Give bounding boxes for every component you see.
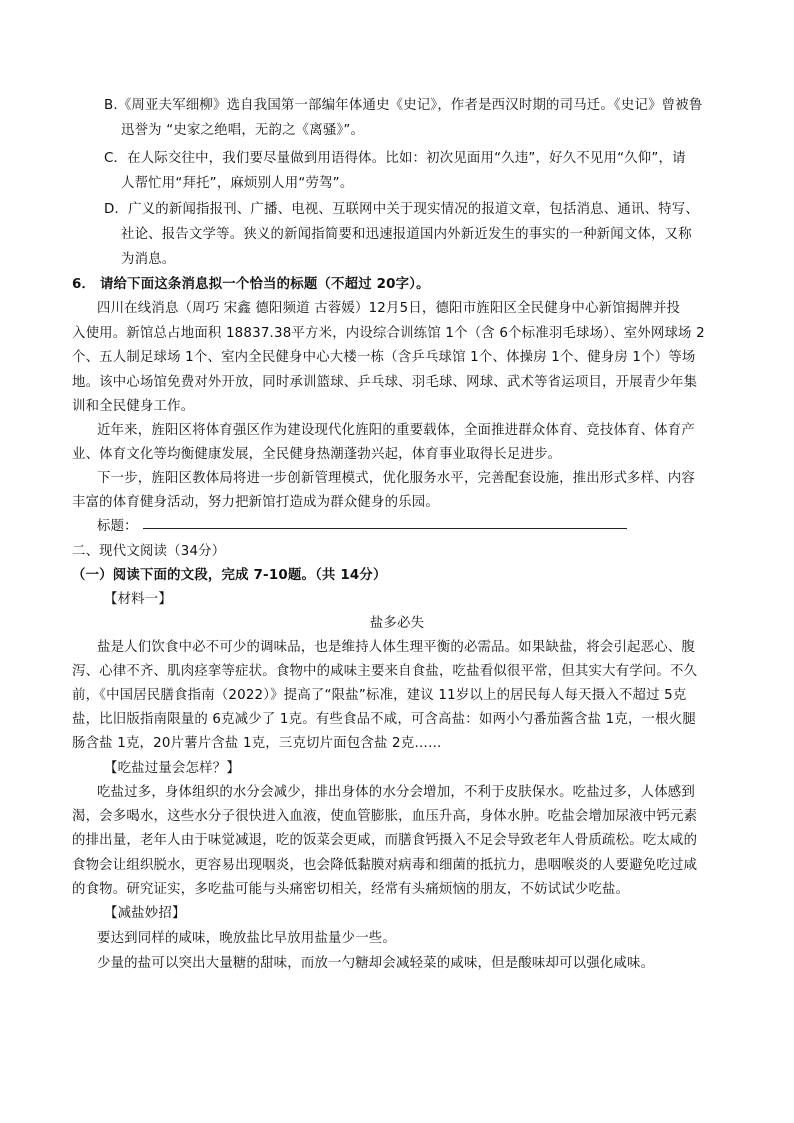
option-b-line-2: 迅誉为 “史家之绝唱，无韵之《离骚》”。	[121, 123, 365, 138]
article-para-1-line-1: 盐是人们饮食中必不可少的调味品，也是维持人体生理平衡的必需品。如果缺盐，将会引起恶心、腹	[97, 640, 695, 655]
news-para-1-line-1: 四川在线消息（周巧 宋鑫 德阳频道 古蓉媛）12月5日，德阳市旌阳区全民健身中心新馆揭牌并投	[97, 301, 681, 316]
option-c-line-1: C．在人际交往中，我们要尽量做到用语得体。比如：初次见面用“久违”，好久不见用“久仰”，请	[104, 151, 686, 166]
material-1-label: 【材料一】	[104, 592, 172, 607]
article-para-1-line-5: 肠含盐 1克，20片薯片含盐 1克，三克切片面包含盐 2克……	[72, 736, 442, 751]
news-para-1-line-5: 训和全民健身工作。	[72, 399, 195, 414]
article-para-1-line-2: 泻、心律不齐、肌肉痉挛等症状。食物中的咸味主要来自食盐，吃盐看似很平常，但其实大有学问。不久	[72, 664, 698, 679]
reading-instruction: （一）阅读下面的文段，完成 7-10题。（共 14分）	[72, 568, 387, 583]
news-para-1-line-3: 个、五人制足球场 1个、室内全民健身中心大楼一栋（含乒乓球馆 1个、体操房 1个、健身房 1个）等场	[72, 350, 696, 365]
article-para-2-line-1: 吃盐过多，身体组织的水分会减少，排出身体的水分会增加，不利于皮肤保水。吃盐过多，人体感到	[97, 785, 695, 800]
news-para-3-line-1: 下一步，旌阳区教体局将进一步创新管理模式，优化服务水平，完善配套设施，推出形式多样、内容	[97, 471, 695, 486]
option-c-line-2: 人帮忙用“拜托”，麻烦别人用“劳驾”。	[121, 176, 354, 191]
subheading-excess-salt: 【吃盐过量会怎样？】	[104, 761, 240, 776]
article-title: 盐多必失	[369, 616, 425, 631]
option-b-line-1: B.《周亚夫军细柳》选自我国第一部编年体通史《史记》，作者是西汉时期的司马迁。《史记》曾被鲁	[104, 98, 703, 113]
subheading-salt-tips: 【减盐妙招】	[104, 906, 186, 921]
news-para-3-line-2: 丰富的体育健身活动，努力把新馆打造成为群众健身的乐园。	[72, 495, 439, 510]
tip-2: 少量的盐可以突出大量糖的甜味，而放一勺糖却会减轻菜的咸味，但是酸味却可以强化咸味。	[97, 956, 655, 971]
section-2-heading: 二、现代文阅读（34分）	[72, 544, 226, 559]
article-para-2-line-2: 渴，会多喝水，这些水分子很快进入血液，使血管膨胀，血压升高，身体水肿。吃盐会增加尿液中钙元素	[72, 809, 698, 824]
news-para-1-line-4: 地。该中心场馆免费对外开放，同时承训篮球、乒乓球、羽毛球、网球、武术等省运项目，开展青少年集	[72, 375, 698, 390]
news-para-2-line-2: 业、体育文化等均衡健康发展，全民健身热潮蓬勃兴起，体育事业取得长足进步。	[72, 447, 562, 462]
article-para-2-line-3: 的排出量，老年人由于味觉减退，吃的饭菜会更咸，而膳食钙摄入不足会导致老年人骨质疏松。吃太咸的	[72, 833, 698, 848]
option-d-line-1: D．广义的新闻指报刊、广播、电视、互联网中关于现实情况的报道文章，包括消息、通讯、特写、	[104, 202, 699, 217]
question-6-heading: 6． 请给下面这条消息拟一个恰当的标题（不超过 20字）。	[72, 277, 430, 292]
news-para-1-line-2: 入使用。新馆总占地面积 18837.38平方米，内设综合训练馆 1个（含 6个标准羽毛球场）、室外网球场 2	[72, 326, 705, 341]
news-para-2-line-1: 近年来，旌阳区将体育强区作为建设现代化旌阳的重要载体，全面推进群众体育、竞技体育、体育产	[97, 423, 695, 438]
article-para-2-line-5: 的食物。研究证实，多吃盐可能与头痛密切相关，经常有头痛烦恼的朋友，不妨试试少吃盐。	[72, 882, 630, 897]
article-para-1-line-3: 前，《中国居民膳食指南（2022）》提高了“限盐”标准，建议 11岁以上的居民每人每天摄入不超过 5克	[72, 688, 687, 703]
title-answer-blank[interactable]	[143, 528, 627, 529]
article-para-2-line-4: 食物会让组织脱水，更容易出现咽炎，也会降低黏膜对病毒和细菌的抵抗力，患咽喉炎的人要避免吃过咸	[72, 858, 698, 873]
option-d-line-2: 社论、报告文学等。狭义的新闻指简要和迅速报道国内外新近发生的事实的一种新闻文体，又称	[121, 227, 692, 242]
option-d-line-3: 为消息。	[121, 252, 176, 267]
article-para-1-line-4: 盐，比旧版指南限量的 6克减少了 1克。有些食品不咸，可含高盐：如两小勺番茄酱含盐 1克，一根火腿	[72, 712, 696, 727]
tip-1: 要达到同样的咸味，晚放盐比早放用盐量少一些。	[97, 931, 396, 946]
title-label: 标题：	[97, 519, 138, 534]
